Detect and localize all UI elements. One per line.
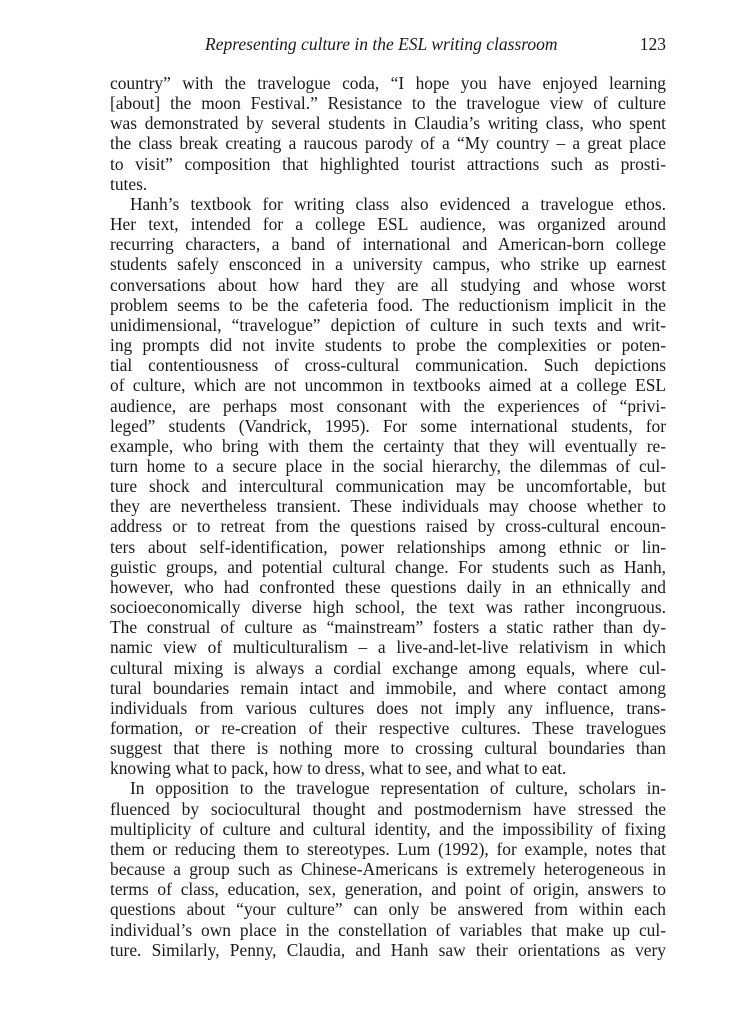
text-line: was demonstrated by several students in Claudia’s writing class, who spent [110, 113, 666, 134]
text-line: The construal of culture as “mainstream” fosters a static rather than dy- [110, 617, 666, 638]
text-line: [about] the moon Festival.” Resistance to the travelogue view of culture [110, 93, 666, 114]
text-line: fluenced by sociocultural thought and postmodernism have stressed the [110, 798, 666, 819]
paragraph [110, 194, 666, 779]
text-line: guistic groups, and potential cultural change. For students such as Hanh, [110, 556, 666, 577]
text-line: tural boundaries remain intact and immobile, and where contact among [110, 677, 666, 698]
text-line: turn home to a secure place in the social hierarchy, the dilemmas of cul- [110, 455, 666, 476]
text-line: ing prompts did not invite students to probe the complexities or poten- [110, 335, 666, 356]
text-line: multiplicity of culture and cultural identity, and the impossibility of fixing [110, 818, 666, 839]
running-head [110, 32, 666, 56]
text-line: individual’s own place in the constellation of variables that make up cul- [110, 919, 666, 940]
text-line: the class break creating a raucous parody of a “My country – a great place [110, 133, 666, 154]
text-line: country” with the travelogue coda, “I hope you have enjoyed learning [110, 73, 666, 93]
text-line: ture shock and intercultural communication may be uncomfortable, but [110, 476, 666, 497]
text-line: tutes. [110, 173, 148, 194]
body-text [110, 73, 666, 960]
text-line: unidimensional, “travelogue” depiction of culture in such texts and writ- [110, 314, 666, 335]
text-line: leged” students (Vandrick, 1995). For some international students, for [110, 415, 666, 436]
text-line: individuals from various cultures does not imply any influence, trans- [110, 697, 666, 718]
text-line: tial contentiousness of cross-cultural communication. Such depictions [110, 355, 666, 376]
text-line: Hanh’s textbook for writing class also evidenced a travelogue ethos. [130, 193, 666, 214]
text-line: them or reducing them to stereotypes. Lum (1992), for example, notes that [110, 838, 666, 859]
text-line: audience, are perhaps most consonant with the experiences of “privi- [110, 395, 666, 416]
text-line: In opposition to the travelogue representation of culture, scholars in- [130, 778, 666, 799]
text-line: cultural mixing is always a cordial exchange among equals, where cul- [110, 657, 666, 678]
text-line: problem seems to be the cafeteria food. The reductionism implicit in the [110, 294, 666, 315]
text-line: questions about “your culture” can only be answered from within each [110, 899, 666, 920]
text-line: to visit” composition that highlighted tourist attractions such as prosti- [110, 153, 666, 174]
text-line: they are nevertheless transient. These individuals may choose whether to [110, 496, 666, 517]
text-line: however, who had confronted these questions daily in an ethnically and [110, 576, 666, 597]
text-line: conversations about how hard they are all studying and whose worst [110, 274, 666, 295]
running-title: Representing culture in the ESL writing classroom [205, 34, 558, 54]
text-line: Her text, intended for a college ESL audience, was organized around [110, 214, 666, 235]
text-line: knowing what to pack, how to dress, what to see, and what to eat. [110, 758, 567, 779]
text-line: namic view of multiculturalism – a live-and-let-live relativism in which [110, 637, 666, 658]
text-line: terms of class, education, sex, generation, and point of origin, answers to [110, 879, 666, 900]
text-line: recurring characters, a band of international and American-born college [110, 234, 666, 255]
page-number: 123 [639, 34, 666, 54]
text-line: because a group such as Chinese-Americans is extremely heterogeneous in [110, 859, 666, 880]
paragraph [110, 73, 666, 194]
text-line: formation, or re-creation of their respective cultures. These travelogues [110, 718, 666, 738]
text-line: address or to retreat from the questions raised by cross-cultural encoun- [110, 516, 666, 537]
text-line: suggest that there is nothing more to crossing cultural boundaries than [110, 738, 666, 759]
paragraph [110, 778, 666, 959]
text-line: ture. Similarly, Penny, Claudia, and Hanh saw their orientations as very [110, 939, 666, 960]
text-line: socioeconomically diverse high school, the text was rather incongruous. [110, 597, 666, 618]
text-line: example, who bring with them the certainty that they will eventually re- [110, 435, 666, 456]
text-line: ters about self-identification, power relationships among ethnic or lin- [110, 536, 666, 557]
text-line: students safely ensconced in a university campus, who strike up earnest [110, 254, 666, 275]
text-line: of culture, which are not uncommon in textbooks aimed at a college ESL [110, 375, 666, 396]
